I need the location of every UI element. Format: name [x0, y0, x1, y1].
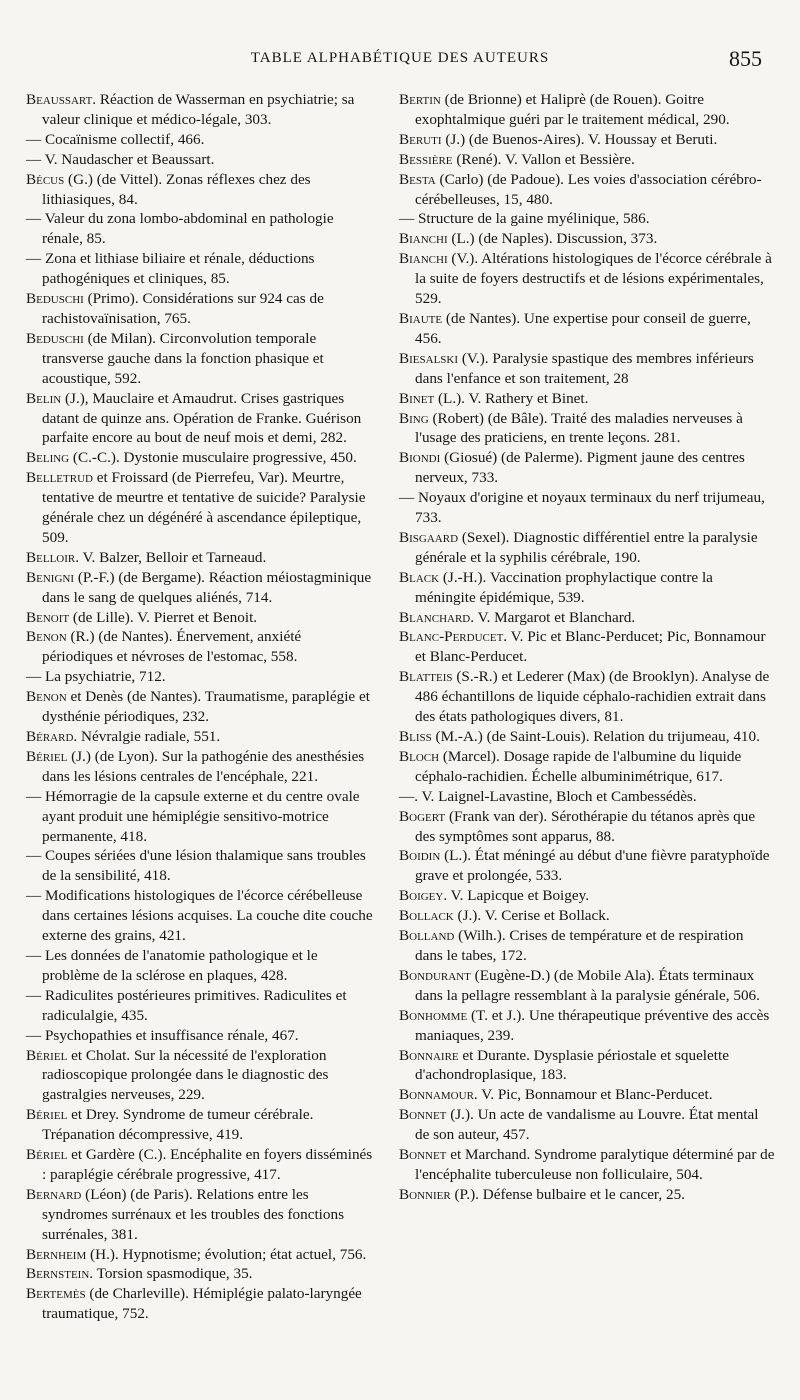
index-entry: [26, 687, 374, 727]
entry-text: V. Lapicque et Boigey.: [447, 887, 590, 905]
entry-text: (de Charleville). Hémiplégie palato-laryngée traumatique, 752.: [42, 1285, 362, 1323]
entry-text: (de Nantes). Une expertise pour conseil de guerre, 456.: [415, 309, 751, 347]
index-entry: [26, 1185, 374, 1245]
entry-text: — Coupes sériées d'une lésion thalamique sans troubles de la sensibilité, 418.: [26, 847, 366, 885]
entry-text: — Les données de l'anatomie pathologique et le problème de la sclérose en plaques, 428.: [26, 946, 318, 984]
entry-text: — Cocaïnisme collectif, 466.: [26, 130, 205, 148]
entry-text: (de Brionne) et Haliprè (de Rouen). Goitre exophtalmique guéri par le traitement médical, 290.: [415, 91, 730, 128]
entry-text: — Hémorragie de la capsule externe et du centre ovale ayant produit une hémiplégie sensitivo-motrice permanente, 418.: [26, 787, 360, 845]
entry-text: (de Milan). Circonvolution temporale transverse gauche dans la fonction phasique et acoustique, 592.: [42, 329, 324, 387]
entry-text: V. Pic, Bonnamour et Blanc-Perducet.: [477, 1086, 713, 1104]
index-entry: [399, 389, 775, 409]
entry-text: et Denès (de Nantes). Traumatisme, paraplégie et dysthénie périodiques, 232.: [42, 688, 370, 726]
author-name: Bonnet: [399, 1106, 447, 1124]
entry-text: (J.). Un acte de vandalisme au Louvre. État mental de son auteur, 457.: [415, 1106, 759, 1144]
index-entry: [26, 289, 374, 329]
index-entry: [26, 568, 374, 608]
index-entry: [26, 886, 374, 946]
index-entry: [26, 1245, 374, 1265]
index-entry: [26, 1046, 374, 1106]
entry-text: (J.), Mauclaire et Amaudrut. Crises gastriques datant de quinze ans. Opération de Franke. Guérison parfaite encore au bout de neuf mois et demi, 282.: [42, 389, 362, 447]
author-name: Bianchi: [399, 250, 448, 268]
author-name: Benoit: [26, 608, 70, 626]
entry-text: (J.) (de Lyon). Sur la pathogénie des anesthésies dans les lésions centrales de l'encéphale, 221.: [42, 747, 365, 785]
entry-text: — Structure de la gaine myélinique, 586.: [399, 210, 650, 228]
entry-text: et Froissard (de Pierrefeu, Var). Meurtre, tentative de meurtre et tentative de suicide? Paralysie générale chez un dégénéré à ascendance épileptique, 509.: [42, 469, 366, 546]
index-entry: [399, 1085, 775, 1105]
entry-text: (S.-R.) et Lederer (Max) (de Brooklyn). Analyse de 486 échantillons de liquide céphalo-rachidien extrait dans des états pathologiques divers, 81.: [415, 668, 770, 726]
entry-text: — Psychopathies et insuffisance rénale, 467.: [26, 1026, 299, 1044]
author-name: Biondi: [399, 449, 441, 467]
author-name: Bernstein.: [26, 1265, 94, 1283]
author-name: Bertemès: [26, 1285, 86, 1303]
entry-text: (Wilh.). Crises de température et de respiration dans le tabes, 172.: [415, 927, 744, 964]
author-name: Bériel: [26, 747, 68, 765]
entry-text: (M.-A.) (de Saint-Louis). Relation du trijumeau, 410.: [431, 728, 760, 745]
entry-text: V. Pic et Blanc-Perducet; Pic, Bonnamour et Blanc-Perducet.: [415, 628, 766, 666]
author-name: Bonnamour.: [399, 1086, 478, 1104]
entry-text: (L.). V. Rathery et Binet.: [434, 389, 589, 407]
author-name: Bolland: [399, 927, 455, 945]
index-entry: [399, 90, 775, 130]
author-name: Bonnaire: [399, 1046, 459, 1064]
author-name: Black: [399, 568, 440, 586]
author-name: Blanc-Perducet.: [399, 628, 508, 646]
author-name: Biaute: [399, 309, 443, 327]
author-name: Beduschi: [26, 329, 84, 347]
page-number: 855: [729, 46, 762, 71]
entry-text: (Léon) (de Paris). Relations entre les syndromes surrénaux et les troubles des fonctions surrénales, 381.: [42, 1185, 344, 1243]
entry-text: V. Balzer, Belloir et Tarneaud.: [79, 548, 267, 566]
author-name: Bériel: [26, 1106, 68, 1124]
entry-text: (Marcel). Dosage rapide de l'albumine du liquide céphalo-rachidien. Échelle albuminimétrique, 617.: [415, 747, 742, 785]
author-name: Belloir.: [26, 548, 80, 566]
author-name: Beaussart.: [26, 91, 97, 108]
page-header: [0, 48, 800, 72]
author-name: Beling: [26, 449, 70, 467]
entry-text: (P.). Défense bulbaire et le cancer, 25.: [450, 1185, 685, 1203]
entry-text: (H.). Hypnotisme; évolution; état actuel, 756.: [86, 1245, 367, 1263]
author-name: Bécus: [26, 170, 65, 188]
author-name: Bonhomme: [399, 1006, 468, 1024]
index-entry: [26, 608, 374, 628]
index-entry: [399, 966, 775, 1006]
index-entry: [26, 787, 374, 847]
index-entry: [399, 627, 775, 667]
index-entry: [399, 349, 775, 389]
entry-text: (J.-H.). Vaccination prophylactique contre la méningite épidémique, 539.: [415, 568, 713, 606]
index-entry: [399, 886, 775, 906]
index-entry: [26, 627, 374, 667]
index-entry: [26, 1105, 374, 1145]
index-entry: [399, 229, 775, 249]
entry-text: (Sexel). Diagnostic différentiel entre la paralysie générale et la syphilis cérébrale, 190.: [415, 528, 758, 566]
author-name: Bing: [399, 409, 429, 427]
index-entry: [399, 150, 775, 170]
author-name: Boigey.: [399, 887, 448, 905]
entry-text: (René). V. Vallon et Bessière.: [452, 150, 635, 168]
index-entry: [26, 1284, 374, 1324]
entry-text: Torsion spasmodique, 35.: [93, 1265, 253, 1283]
entry-text: (Robert) (de Bâle). Traité des maladies nerveuses à l'usage des praticiens, en trente leçons. 281.: [415, 409, 743, 447]
index-entry: [399, 926, 775, 966]
author-name: Bonnier: [399, 1185, 451, 1203]
entry-text: (J.) (de Buenos-Aires). V. Houssay et Beruti.: [441, 130, 718, 148]
author-name: Benon: [26, 628, 67, 646]
entry-text: (Frank van der). Sérothérapie du tétanos après que des symptômes sont apparus, 88.: [415, 807, 756, 845]
entry-text: (V.). Paralysie spastique des membres inférieurs dans l'enfance et son traitement, 28: [415, 349, 754, 387]
entry-text: (R.) (de Nantes). Énervement, anxiété périodiques et névroses de l'estomac, 558.: [42, 628, 302, 666]
index-entry: [26, 946, 374, 986]
index-entry: [399, 727, 775, 747]
index-entry: [399, 1105, 775, 1145]
entry-text: — Radiculites postérieures primitives. Radiculites et radiculalgie, 435.: [26, 986, 347, 1024]
index-entry: [399, 528, 775, 568]
index-entry: [26, 747, 374, 787]
index-entry: [26, 468, 374, 548]
author-name: Benon: [26, 688, 67, 706]
author-name: Bériel: [26, 1146, 68, 1164]
entry-text: (Primo). Considérations sur 924 cas de rachistovaïnisation, 765.: [42, 290, 324, 327]
index-entry: [26, 986, 374, 1026]
index-entry: [399, 448, 775, 488]
entry-text: (C.-C.). Dystonie musculaire progressive, 450.: [69, 449, 357, 467]
index-entry: [399, 846, 775, 886]
entry-text: — V. Naudascher et Beaussart.: [26, 150, 215, 168]
entry-text: et Durante. Dysplasie périostale et squelette d'achondroplasique, 183.: [415, 1046, 729, 1084]
index-entry: [399, 1185, 775, 1205]
author-name: Biesalski: [399, 349, 459, 367]
author-name: Bondurant: [399, 966, 471, 984]
entry-text: Névralgie radiale, 551.: [77, 728, 221, 745]
entry-text: et Drey. Syndrome de tumeur cérébrale. Trépanation décompressive, 419.: [42, 1106, 314, 1144]
index-entry: [26, 209, 374, 249]
entry-text: (T. et J.). Une thérapeutique préventive des accès maniaques, 239.: [415, 1006, 770, 1044]
entry-text: V. Margarot et Blanchard.: [474, 608, 636, 626]
author-name: Bloch: [399, 747, 440, 765]
right-column: [399, 90, 775, 1205]
index-entry: [26, 329, 374, 389]
entry-text: — Noyaux d'origine et noyaux terminaux du nerf trijumeau, 733.: [399, 489, 765, 527]
author-name: Bernheim: [26, 1245, 87, 1263]
entry-text: Réaction de Wasserman en psychiatrie; sa valeur clinique et médico-légale, 303.: [42, 91, 355, 128]
index-entry: [26, 667, 374, 687]
index-entry: [26, 846, 374, 886]
entry-text: (Carlo) (de Padoue). Les voies d'association cérébro-cérébelleuses, 15, 480.: [415, 170, 762, 208]
index-entry: [399, 667, 775, 727]
author-name: Bernard: [26, 1185, 82, 1203]
author-name: Bollack: [399, 907, 454, 925]
entry-text: et Gardère (C.). Encéphalite en foyers disséminés : paraplégie cérébrale progressive, 417.: [42, 1146, 373, 1183]
author-name: Binet: [399, 389, 435, 407]
entry-text: (G.) (de Vittel). Zonas réflexes chez des lithiasiques, 84.: [42, 170, 311, 208]
index-entry: [26, 150, 374, 170]
index-entry: [26, 1026, 374, 1046]
entry-text: (Eugène-D.) (de Mobile Ala). États terminaux dans la pellagre ressemblant à la paralysie générale, 506.: [415, 966, 760, 1004]
left-column: [26, 90, 374, 1324]
running-title: TABLE ALPHABÉTIQUE DES AUTEURS: [250, 50, 550, 66]
author-name: Boidin: [399, 847, 441, 865]
index-entry: [399, 209, 775, 229]
index-entry: [399, 170, 775, 210]
entry-text: —. V. Laignel-Lavastine, Bloch et Cambessédès.: [399, 787, 697, 805]
author-name: Beduschi: [26, 290, 84, 308]
entry-text: (L.) (de Naples). Discussion, 373.: [447, 230, 658, 248]
index-entry: [399, 1046, 775, 1086]
index-entry: [399, 130, 775, 150]
entry-text: et Cholat. Sur la nécessité de l'exploration radioscopique prolongée dans le diagnostic des gastralgies nerveuses, 229.: [42, 1046, 329, 1104]
author-name: Bisgaard: [399, 528, 459, 546]
entry-text: (L.). État méningé au début d'une fièvre paratyphoïde grave et prolongée, 533.: [415, 847, 770, 885]
index-entry: [399, 906, 775, 926]
author-name: Bessière: [399, 150, 453, 168]
author-name: Bertin: [399, 91, 441, 108]
index-entry: [399, 747, 775, 787]
index-entry: [399, 568, 775, 608]
author-name: Blanchard.: [399, 608, 475, 626]
index-entry: [26, 1145, 374, 1185]
entry-text: — Zona et lithiase biliaire et rénale, déductions pathogéniques et cliniques, 85.: [26, 250, 315, 288]
author-name: Bonnet: [399, 1146, 447, 1164]
index-entry: [26, 90, 374, 130]
index-entry: [26, 548, 374, 568]
entry-text: — Valeur du zona lombo-abdominal en pathologie rénale, 85.: [26, 210, 334, 248]
entry-text: (Giosué) (de Palerme). Pigment jaune des centres nerveux, 733.: [415, 449, 745, 487]
index-entry: [26, 130, 374, 150]
index-entry: [399, 608, 775, 628]
author-name: Belin: [26, 389, 62, 407]
index-entry: [399, 409, 775, 449]
author-name: Benigni: [26, 568, 75, 586]
index-entry: [399, 309, 775, 349]
index-entry: [26, 727, 374, 747]
index-entry: [26, 448, 374, 468]
index-entry: [399, 488, 775, 528]
author-name: Bianchi: [399, 230, 448, 248]
entry-text: et Marchand. Syndrome paralytique déterminé par de l'encéphalite tuberculeuse non folliculaire, 504.: [415, 1146, 775, 1183]
entry-text: — Modifications histologiques de l'écorce cérébelleuse dans certaines lésions acquises. La couche dite couche externe des grains, 421.: [26, 887, 373, 945]
entry-text: (P.-F.) (de Bergame). Réaction méiostagminique dans le sang de quelques aliénés, 714.: [42, 568, 372, 606]
index-entry: [26, 1264, 374, 1284]
index-entry: [26, 249, 374, 289]
author-name: Bliss: [399, 728, 432, 745]
index-entry: [399, 1145, 775, 1185]
index-entry: [399, 807, 775, 847]
author-name: Besta: [399, 170, 436, 188]
entry-text: (de Lille). V. Pierret et Benoit.: [69, 608, 258, 626]
index-entry: [399, 787, 775, 807]
author-name: Bérard.: [26, 728, 78, 745]
index-entry: [399, 1006, 775, 1046]
author-name: Blatteis: [399, 668, 453, 686]
entry-text: — La psychiatrie, 712.: [26, 668, 166, 686]
index-entry: [399, 249, 775, 309]
entry-text: (J.). V. Cerise et Bollack.: [453, 907, 610, 925]
index-entry: [26, 170, 374, 210]
entry-text: (V.). Altérations histologiques de l'écorce cérébrale à la suite de foyers destructifs et de lésions expérimentales, 529.: [415, 250, 772, 308]
author-name: Belletrud: [26, 469, 93, 487]
author-name: Bériel: [26, 1046, 68, 1064]
index-entry: [26, 389, 374, 449]
author-name: Beruti: [399, 130, 442, 148]
author-name: Bogert: [399, 807, 446, 825]
